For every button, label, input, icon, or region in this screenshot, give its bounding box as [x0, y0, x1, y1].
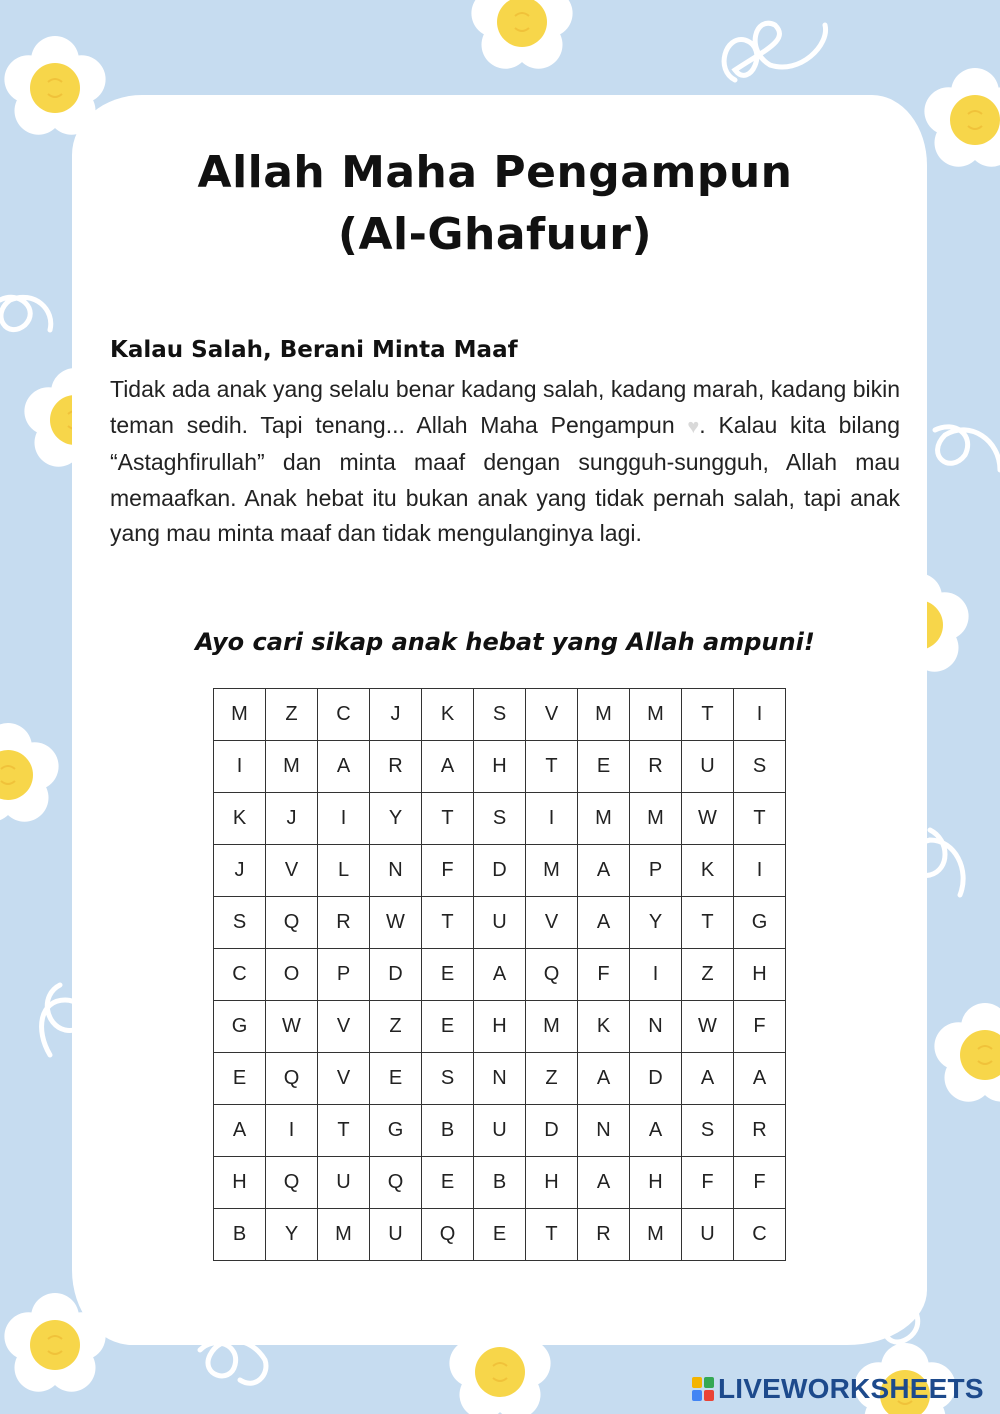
grid-cell[interactable]: A	[578, 1157, 630, 1209]
grid-cell[interactable]: W	[682, 1001, 734, 1053]
grid-row	[214, 845, 786, 897]
grid-cell[interactable]: S	[682, 1105, 734, 1157]
grid-cell[interactable]: V	[526, 689, 578, 741]
grid-cell[interactable]: T	[682, 689, 734, 741]
grid-cell[interactable]: T	[422, 793, 474, 845]
grid-cell[interactable]: Q	[266, 1157, 318, 1209]
grid-cell[interactable]: J	[214, 845, 266, 897]
grid-cell[interactable]: E	[422, 949, 474, 1001]
grid-cell[interactable]: C	[214, 949, 266, 1001]
grid-cell[interactable]: R	[630, 741, 682, 793]
grid-cell[interactable]: A	[578, 897, 630, 949]
grid-cell[interactable]: A	[474, 949, 526, 1001]
grid-cell[interactable]: I	[526, 793, 578, 845]
grid-cell[interactable]: S	[734, 741, 786, 793]
grid-cell[interactable]: U	[474, 897, 526, 949]
grid-cell[interactable]: V	[318, 1001, 370, 1053]
grid-row	[214, 949, 786, 1001]
grid-cell[interactable]: T	[526, 1209, 578, 1261]
grid-row	[214, 1105, 786, 1157]
word-search-grid	[213, 688, 786, 1261]
grid-cell[interactable]: K	[214, 793, 266, 845]
grid-cell[interactable]: R	[370, 741, 422, 793]
grid-cell[interactable]: V	[318, 1053, 370, 1105]
grid-cell[interactable]: M	[526, 1001, 578, 1053]
grid-cell[interactable]: S	[422, 1053, 474, 1105]
grid-cell[interactable]: U	[318, 1157, 370, 1209]
grid-cell[interactable]: F	[422, 845, 474, 897]
grid-cell[interactable]: Z	[266, 689, 318, 741]
grid-cell[interactable]: E	[370, 1053, 422, 1105]
grid-cell[interactable]: I	[266, 1105, 318, 1157]
grid-cell[interactable]: Q	[266, 1053, 318, 1105]
grid-cell[interactable]: W	[682, 793, 734, 845]
grid-cell[interactable]: L	[318, 845, 370, 897]
grid-cell[interactable]: H	[474, 741, 526, 793]
grid-cell[interactable]: J	[370, 689, 422, 741]
logo-text: LIVEWORKSHEETS	[718, 1373, 984, 1404]
liveworksheets-logo[interactable]	[692, 1373, 984, 1405]
grid-cell[interactable]: Q	[266, 897, 318, 949]
puzzle-prompt: Ayo cari sikap anak hebat yang Allah ampuni!	[195, 628, 815, 656]
grid-cell[interactable]: C	[734, 1209, 786, 1261]
grid-cell[interactable]: K	[578, 1001, 630, 1053]
grid-cell[interactable]: G	[370, 1105, 422, 1157]
grid-cell[interactable]: C	[318, 689, 370, 741]
grid-row	[214, 1053, 786, 1105]
grid-cell[interactable]: M	[630, 793, 682, 845]
grid-cell[interactable]: B	[474, 1157, 526, 1209]
title-line-1: Allah Maha Pengampun	[197, 147, 793, 198]
grid-cell[interactable]: E	[214, 1053, 266, 1105]
page-title	[100, 142, 890, 265]
grid-cell[interactable]: M	[266, 741, 318, 793]
grid-cell[interactable]: Q	[370, 1157, 422, 1209]
grid-cell[interactable]: F	[578, 949, 630, 1001]
grid-cell[interactable]: I	[734, 845, 786, 897]
grid-cell[interactable]: E	[578, 741, 630, 793]
grid-cell[interactable]: I	[734, 689, 786, 741]
grid-cell[interactable]: R	[578, 1209, 630, 1261]
grid-cell[interactable]: D	[526, 1105, 578, 1157]
grid-cell[interactable]: H	[630, 1157, 682, 1209]
grid-cell[interactable]: D	[370, 949, 422, 1001]
grid-cell[interactable]: Z	[682, 949, 734, 1001]
grid-cell[interactable]: W	[370, 897, 422, 949]
grid-cell[interactable]: T	[318, 1105, 370, 1157]
section-paragraph	[110, 372, 900, 552]
grid-cell[interactable]: G	[734, 897, 786, 949]
grid-cell[interactable]: I	[214, 741, 266, 793]
grid-cell[interactable]: I	[318, 793, 370, 845]
grid-cell[interactable]: M	[630, 689, 682, 741]
flower-decoration	[471, 0, 572, 69]
grid-cell[interactable]: V	[526, 897, 578, 949]
grid-cell[interactable]: H	[214, 1157, 266, 1209]
grid-cell[interactable]: M	[214, 689, 266, 741]
grid-cell[interactable]: Y	[370, 793, 422, 845]
grid-cell[interactable]: E	[474, 1209, 526, 1261]
grid-cell[interactable]: H	[734, 949, 786, 1001]
grid-cell[interactable]: T	[734, 793, 786, 845]
grid-cell[interactable]: H	[526, 1157, 578, 1209]
grid-cell[interactable]: N	[630, 1001, 682, 1053]
grid-cell[interactable]: R	[734, 1105, 786, 1157]
grid-cell[interactable]: T	[422, 897, 474, 949]
grid-row	[214, 1001, 786, 1053]
grid-cell[interactable]: M	[578, 793, 630, 845]
grid-cell[interactable]: W	[266, 1001, 318, 1053]
grid-cell[interactable]: M	[630, 1209, 682, 1261]
grid-cell[interactable]: A	[422, 741, 474, 793]
grid-cell[interactable]: Y	[630, 897, 682, 949]
grid-cell[interactable]: Z	[526, 1053, 578, 1105]
grid-cell[interactable]: M	[318, 1209, 370, 1261]
grid-cell[interactable]: O	[266, 949, 318, 1001]
grid-cell[interactable]: B	[214, 1209, 266, 1261]
grid-cell[interactable]: E	[422, 1157, 474, 1209]
grid-cell[interactable]: F	[734, 1157, 786, 1209]
grid-cell[interactable]: S	[214, 897, 266, 949]
grid-cell[interactable]: A	[578, 845, 630, 897]
grid-cell[interactable]: T	[526, 741, 578, 793]
grid-cell[interactable]: H	[474, 1001, 526, 1053]
grid-cell[interactable]: F	[682, 1157, 734, 1209]
grid-cell[interactable]: U	[474, 1105, 526, 1157]
grid-cell[interactable]: T	[682, 897, 734, 949]
grid-cell[interactable]: Y	[266, 1209, 318, 1261]
grid-cell[interactable]: U	[682, 1209, 734, 1261]
grid-cell[interactable]: A	[318, 741, 370, 793]
grid-cell[interactable]: A	[734, 1053, 786, 1105]
grid-cell[interactable]: K	[422, 689, 474, 741]
flower-decoration	[0, 723, 59, 822]
grid-cell[interactable]: D	[474, 845, 526, 897]
grid-cell[interactable]: Q	[526, 949, 578, 1001]
grid-cell[interactable]: B	[422, 1105, 474, 1157]
grid-cell[interactable]: A	[630, 1105, 682, 1157]
grid-cell[interactable]: V	[266, 845, 318, 897]
grid-cell[interactable]: A	[214, 1105, 266, 1157]
grid-cell[interactable]: A	[682, 1053, 734, 1105]
grid-cell[interactable]: Z	[370, 1001, 422, 1053]
grid-cell[interactable]: D	[630, 1053, 682, 1105]
grid-row	[214, 897, 786, 949]
liveworksheets-icon	[692, 1377, 714, 1401]
grid-cell[interactable]: F	[734, 1001, 786, 1053]
grid-row	[214, 793, 786, 845]
grid-row	[214, 1157, 786, 1209]
grid-cell[interactable]: R	[318, 897, 370, 949]
grid-cell[interactable]: J	[266, 793, 318, 845]
grid-row	[214, 689, 786, 741]
grid-cell[interactable]: E	[422, 1001, 474, 1053]
section-heading: Kalau Salah, Berani Minta Maaf	[110, 337, 518, 363]
grid-cell[interactable]: P	[630, 845, 682, 897]
paragraph-part-1: Tidak ada anak yang selalu benar kadang salah, kadang marah, kadang bikin teman sedih. Tapi tenang... Allah Maha Pengampun	[110, 376, 900, 438]
grid-cell[interactable]: U	[682, 741, 734, 793]
grid-cell[interactable]: P	[318, 949, 370, 1001]
grid-cell[interactable]: N	[370, 845, 422, 897]
flower-decoration	[934, 1003, 1000, 1102]
grid-cell[interactable]: U	[370, 1209, 422, 1261]
grid-cell[interactable]: M	[578, 689, 630, 741]
grid-cell[interactable]: M	[526, 845, 578, 897]
grid-cell[interactable]: S	[474, 793, 526, 845]
title-line-2: (Al-Ghafuur)	[337, 208, 653, 260]
grid-cell[interactable]: N	[578, 1105, 630, 1157]
grid-cell[interactable]: G	[214, 1001, 266, 1053]
grid-row	[214, 741, 786, 793]
grid-row	[214, 1209, 786, 1261]
grid-cell[interactable]: N	[474, 1053, 526, 1105]
grid-cell[interactable]: S	[474, 689, 526, 741]
heart-icon: ♥	[687, 415, 700, 438]
grid-cell[interactable]: Q	[422, 1209, 474, 1261]
flower-decoration	[924, 68, 1000, 167]
grid-cell[interactable]: K	[682, 845, 734, 897]
grid-cell[interactable]: A	[578, 1053, 630, 1105]
grid-cell[interactable]: I	[630, 949, 682, 1001]
paragraph-part-2: . Kalau kita bilang “Astaghfirullah” dan minta maaf dengan sungguh-sungguh, Allah mau memaafkan. Anak hebat itu bukan anak yang tidak pernah salah, tapi anak yang mau minta maaf dan tidak mengulanginya lagi.	[110, 411, 900, 546]
